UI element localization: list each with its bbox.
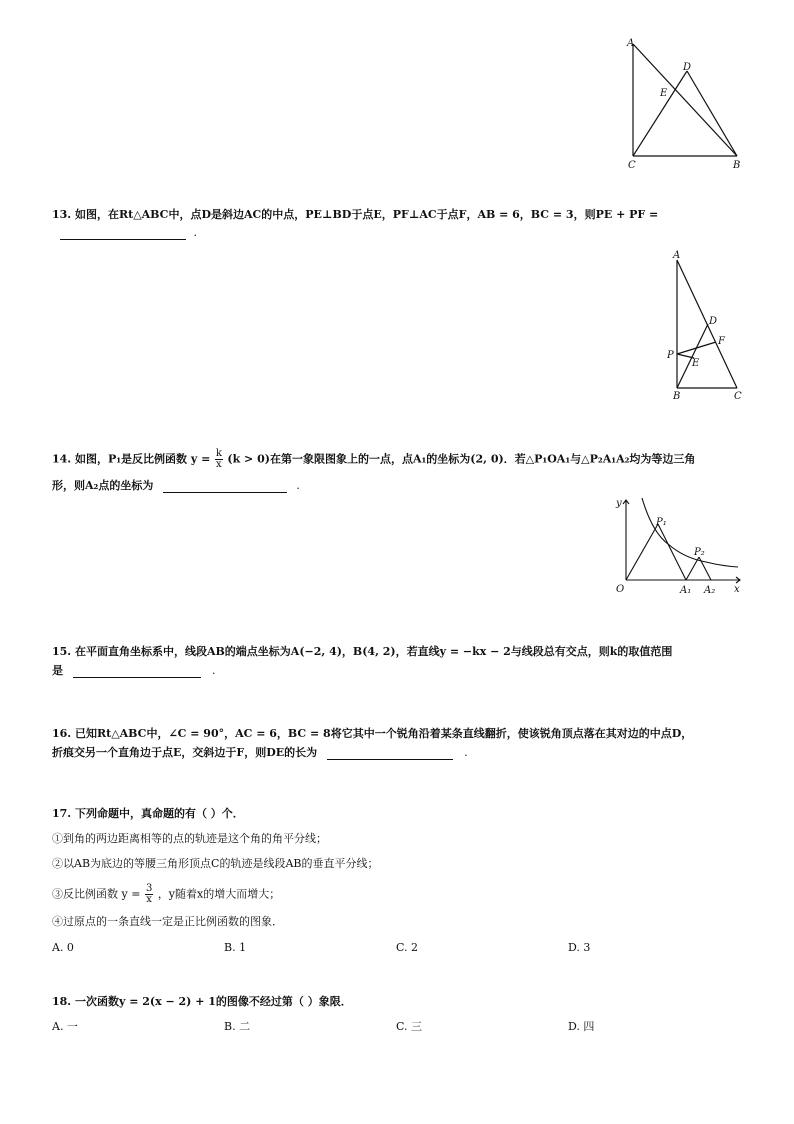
axis-x-label: x	[734, 584, 740, 595]
q14-end: .	[296, 479, 300, 492]
label-A1: A₁	[680, 585, 692, 596]
q17-stem: 17. 下列命题中，真命题的有（ ）个．	[52, 807, 244, 820]
question-18	[52, 994, 352, 1009]
question-15-line2	[52, 663, 216, 678]
label-B: B	[673, 391, 681, 402]
question-16-line2	[52, 745, 468, 760]
question-13-answer-line	[60, 225, 197, 240]
q16-end: .	[464, 746, 468, 759]
label-D: D	[709, 316, 718, 327]
question-16	[52, 726, 692, 741]
q16-line1: 16. 已知Rt△ABC中，∠C = 90°，AC = 6，BC = 8将它其中一个锐角沿着某条直线翻折，使该锐角顶点落在其对边的中点D，	[52, 727, 693, 740]
q18-option-c[interactable]: C. 三	[396, 1020, 423, 1033]
label-A2: A₂	[704, 585, 716, 596]
figure-q13-triangle	[662, 246, 752, 406]
question-14-line2	[52, 478, 300, 493]
q15-line1: 15. 在平面直角坐标系中，线段AB的端点坐标为A(−2, 4)，B(4, 2)，若直线y = −kx − 2与线段总有交点，则k的取值范围	[52, 645, 673, 658]
q15-line2: 是	[52, 664, 63, 677]
q17-item3-a: ③反比例函数 y =	[52, 887, 141, 901]
fraction-k-over-x	[215, 449, 223, 470]
q17-item-1: ①到角的两边距离相等的点的轨迹是这个角的角平分线；	[52, 832, 327, 845]
q14-line2: 形，则A₂点的坐标为	[52, 479, 154, 492]
q18-option-d[interactable]: D. 四	[568, 1020, 595, 1033]
q17-item3-b: ，y随着x的增大而增大；	[157, 887, 281, 901]
label-E: E	[660, 88, 668, 99]
answer-blank[interactable]	[60, 227, 186, 240]
label-P2: P₂	[694, 547, 705, 558]
q18-option-b[interactable]: B. 二	[224, 1020, 251, 1033]
q17-item-2: ②以AB为底边的等腰三角形顶点C的轨迹是线段AB的垂直平分线；	[52, 857, 379, 870]
label-A: A	[673, 250, 681, 261]
question-17	[52, 806, 244, 821]
q16-line2: 折痕交另一个直角边于点E，交斜边于F，则DE的长为	[52, 746, 318, 759]
q15-end: .	[212, 664, 216, 677]
label-P1: P₁	[656, 517, 667, 528]
answer-blank[interactable]	[73, 665, 201, 678]
question-14	[52, 449, 695, 470]
frac-numerator: k	[215, 448, 222, 459]
q17-option-b[interactable]: B. 1	[224, 941, 247, 954]
q18-option-a[interactable]: A. 一	[52, 1020, 78, 1033]
label-A: A	[627, 38, 635, 49]
figure-q12-triangle	[620, 36, 750, 172]
frac-denominator: x	[216, 459, 222, 470]
label-D: D	[683, 62, 692, 73]
q18-stem: 18. 一次函数y = 2(x − 2) + 1的图像不经过第（ ）象限．	[52, 995, 352, 1008]
label-F: F	[718, 336, 725, 347]
q14-part2: (k > 0)在第一象限图象上的一点，点A₁的坐标为(2, 0)．若△P₁OA₁与△P₂A₁A₂均为等边三角	[227, 452, 696, 466]
label-C: C	[628, 160, 636, 171]
answer-blank[interactable]	[163, 480, 287, 493]
q13-end: .	[193, 226, 197, 239]
label-E: E	[692, 358, 700, 369]
label-P: P	[667, 350, 674, 361]
label-O: O	[616, 584, 625, 595]
q14-part1: 14. 如图，P₁是反比例函数 y =	[52, 452, 211, 466]
q17-item-3	[52, 884, 280, 905]
frac-numerator: 3	[145, 883, 153, 894]
figure-q14-graph	[606, 492, 746, 604]
fraction-3-over-x	[145, 884, 153, 905]
q17-option-d[interactable]: D. 3	[568, 941, 591, 954]
q13-text: 13. 如图，在Rt△ABC中，点D是斜边AC的中点，PE⊥BD于点E，PF⊥AC于点F，AB = 6，BC = 3，则PE + PF =	[52, 208, 659, 221]
question-13	[52, 207, 658, 222]
label-B: B	[733, 160, 741, 171]
question-15	[52, 644, 672, 659]
q17-option-c[interactable]: C. 2	[396, 941, 419, 954]
q17-item-4: ④过原点的一条直线一定是正比例函数的图象．	[52, 915, 283, 928]
frac-denominator: x	[146, 894, 152, 905]
axis-y-label: y	[616, 498, 622, 509]
q17-option-a[interactable]: A. 0	[52, 941, 74, 954]
answer-blank[interactable]	[327, 747, 453, 760]
label-C: C	[734, 391, 742, 402]
